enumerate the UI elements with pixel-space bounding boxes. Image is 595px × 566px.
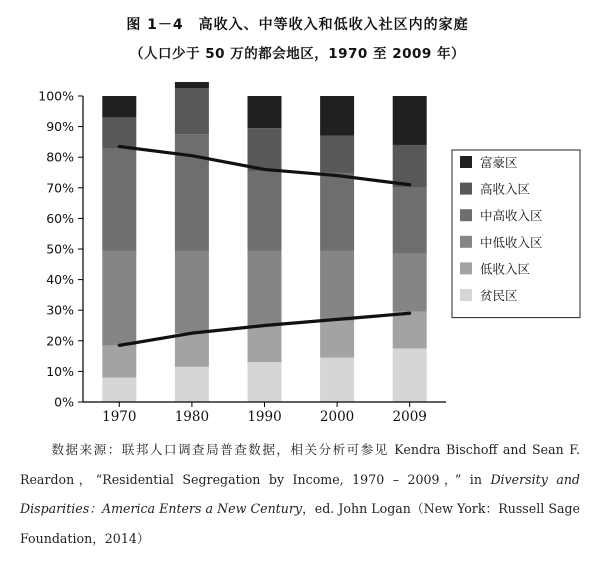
bar-segment <box>102 378 136 402</box>
bar-segment <box>393 348 427 402</box>
legend-label: 富豪区 <box>480 155 518 170</box>
bar-segment <box>248 171 282 251</box>
bar-segment <box>320 173 354 251</box>
legend-swatch <box>460 183 472 195</box>
bar-segment <box>393 254 427 312</box>
bar-segment <box>175 82 209 88</box>
bar-segment <box>393 312 427 349</box>
source-note <box>20 435 580 553</box>
source-prefix: 数据来源：联邦人口调查局普查数据，相关分析可参见 Kendra Bischoff and Sean F. Reardon，“Residential Segregation by Income, 1970 – 2009，” in <box>20 442 580 487</box>
legend-label: 贫民区 <box>480 288 518 303</box>
bar-segment <box>393 145 427 188</box>
bar-segment <box>248 251 282 326</box>
bar-segment <box>320 136 354 173</box>
y-tick-label: 40% <box>46 272 74 288</box>
legend-label: 低收入区 <box>480 261 531 277</box>
legend-label: 高收入区 <box>480 181 531 197</box>
y-tick-label: 0% <box>54 394 74 410</box>
legend-swatch <box>460 156 472 168</box>
legend-swatch <box>460 262 472 274</box>
bar-segment <box>102 345 136 377</box>
bar-segment <box>248 362 282 402</box>
figure-subtitle: （人口少于 50 万的都会地区，1970 至 2009 年） <box>130 46 465 62</box>
bar-segment <box>175 88 209 134</box>
bar-segment <box>175 333 209 367</box>
legend-swatch <box>460 236 472 248</box>
bar-segment <box>320 321 354 358</box>
source-book-title: Diversity and Disparities：America Enters a New Century <box>20 471 580 516</box>
y-tick-label: 20% <box>46 333 74 349</box>
legend-swatch <box>460 289 472 301</box>
bar-segment <box>248 96 282 128</box>
legend-label: 中低收入区 <box>480 234 543 250</box>
y-tick-label: 100% <box>38 88 74 104</box>
bar-segment <box>248 326 282 363</box>
legend-swatch <box>460 209 472 221</box>
bar-segment <box>393 96 427 145</box>
x-tick-label: 2000 <box>319 409 355 425</box>
bar-segment <box>175 134 209 250</box>
bar-segment <box>102 96 136 117</box>
bar-segment <box>320 358 354 402</box>
bar-segment <box>175 251 209 334</box>
bar-segment <box>102 251 136 346</box>
bar-segment <box>393 188 427 254</box>
x-tick-label: 1970 <box>102 409 137 425</box>
bar-segment <box>102 148 136 251</box>
y-tick-label: 90% <box>46 119 74 135</box>
bar-segment <box>248 128 282 171</box>
x-tick-label: 2009 <box>392 409 427 425</box>
x-tick-label: 1990 <box>247 409 282 425</box>
y-tick-label: 50% <box>46 241 74 257</box>
x-tick-label: 1980 <box>174 409 210 425</box>
y-tick-label: 10% <box>46 363 74 379</box>
bar-segment <box>320 96 354 136</box>
bar-segment <box>175 367 209 402</box>
y-tick-label: 70% <box>46 180 74 196</box>
legend-label: 中高收入区 <box>480 208 543 224</box>
bar-segment <box>102 117 136 148</box>
y-tick-label: 30% <box>46 302 74 318</box>
figure-title: 图 1－4 高收入、中等收入和低收入社区内的家庭 <box>126 17 469 33</box>
y-tick-label: 60% <box>46 210 74 226</box>
stacked-bar-chart <box>0 82 595 432</box>
source-suffix: ，ed. John Logan（New York：Russell Sage Foundation，2014） <box>20 501 580 546</box>
y-tick-label: 80% <box>46 149 74 165</box>
bar-segment <box>320 251 354 321</box>
